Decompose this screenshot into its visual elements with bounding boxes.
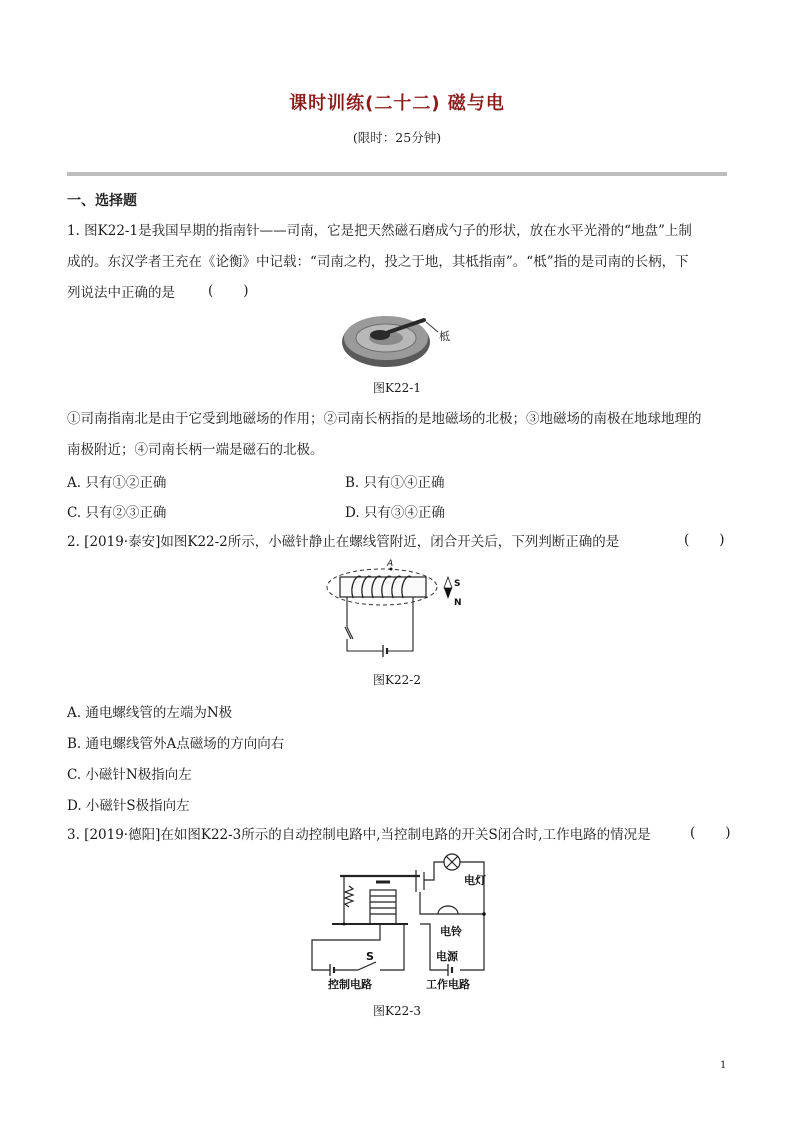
solenoid-figure bbox=[325, 557, 475, 657]
section-heading: 一、选择题 bbox=[67, 193, 137, 209]
q1-statements-line2: 南极附近；④司南长柄一端是磁石的北极。 bbox=[67, 442, 324, 458]
q1-option-b: B. 只有①④正确 bbox=[345, 475, 445, 491]
time-limit: (限时：25分钟) bbox=[352, 130, 442, 145]
q1-option-c: C. 只有②③正确 bbox=[67, 505, 167, 521]
q1-stem-line2: 成的。东汉学者王充在《论衡》中记载：“司南之杓，投之于地，其柢指南”。“柢”指的是司南的长柄，下 bbox=[67, 254, 689, 270]
work-circuit-label: 工作电路 bbox=[426, 978, 470, 991]
control-circuit-label: 控制电路 bbox=[328, 978, 372, 991]
solenoid-core bbox=[340, 577, 426, 597]
control-switch bbox=[358, 962, 376, 970]
q2-option-c: C. 小磁针N极指向左 bbox=[67, 767, 192, 783]
needle-s bbox=[444, 577, 452, 588]
q1-answer-blank: ( ) bbox=[208, 283, 249, 299]
bell bbox=[438, 906, 458, 914]
q2-option-a: A. 通电螺线管的左端为N极 bbox=[67, 705, 233, 721]
page-number: 1 bbox=[720, 1060, 727, 1071]
page-title: 课时训练(二十二) 磁与电 bbox=[289, 93, 505, 114]
handle-label: 柢 bbox=[439, 330, 450, 343]
q1-stem-line3: 列说法中正确的是 bbox=[67, 285, 175, 301]
sinan-figure bbox=[340, 308, 460, 370]
q1-statements-line1: ①司南指南北是由于它受到地磁场的作用；②司南长柄指的是地磁场的北极；③地磁场的南极在地球地理的 bbox=[67, 411, 702, 427]
q2-stem: 2. [2019·泰安]如图K22-2所示，小磁针静止在螺线管附近，闭合开关后，下列判断正确的是 bbox=[67, 534, 620, 550]
figure-caption-k22-1: 图K22-1 bbox=[373, 381, 421, 395]
q2-answer-blank: ( ) bbox=[684, 532, 725, 548]
figure-caption-k22-2: 图K22-2 bbox=[373, 673, 421, 687]
needle-n bbox=[444, 588, 452, 599]
point-a-label: A bbox=[387, 559, 394, 569]
q1-stem-line1: 1. 图K22-1是我国早期的指南针——司南，它是把天然磁石磨成勺子的形状，放在水平光滑的“地盘”上制 bbox=[67, 223, 692, 239]
figure-caption-k22-3: 图K22-3 bbox=[373, 1004, 421, 1018]
q3-answer-blank: ( ) bbox=[690, 825, 731, 841]
needle-n-label: N bbox=[454, 598, 462, 608]
header-divider bbox=[67, 172, 727, 176]
electromagnet-coil bbox=[370, 890, 396, 924]
needle-s-label: S bbox=[454, 579, 461, 589]
relay-circuit-figure bbox=[300, 852, 500, 1000]
label-leader bbox=[426, 322, 438, 332]
q2-option-b: B. 通电螺线管外A点磁场的方向向右 bbox=[67, 736, 285, 752]
lamp-label: 电灯 bbox=[464, 874, 486, 887]
relay-spring bbox=[345, 886, 353, 907]
q3-stem: 3. [2019·德阳]在如图K22-3所示的自动控制电路中,当控制电路的开关S闭合时,工作电路的情况是 bbox=[67, 827, 651, 843]
q1-option-a: A. 只有①②正确 bbox=[67, 475, 167, 491]
power-source-label: 电源 bbox=[436, 950, 458, 963]
bell-label: 电铃 bbox=[440, 925, 462, 938]
q2-option-d: D. 小磁针S极指向左 bbox=[67, 798, 190, 814]
switch-label: S bbox=[366, 950, 374, 963]
q1-option-d: D. 只有③④正确 bbox=[345, 505, 445, 521]
